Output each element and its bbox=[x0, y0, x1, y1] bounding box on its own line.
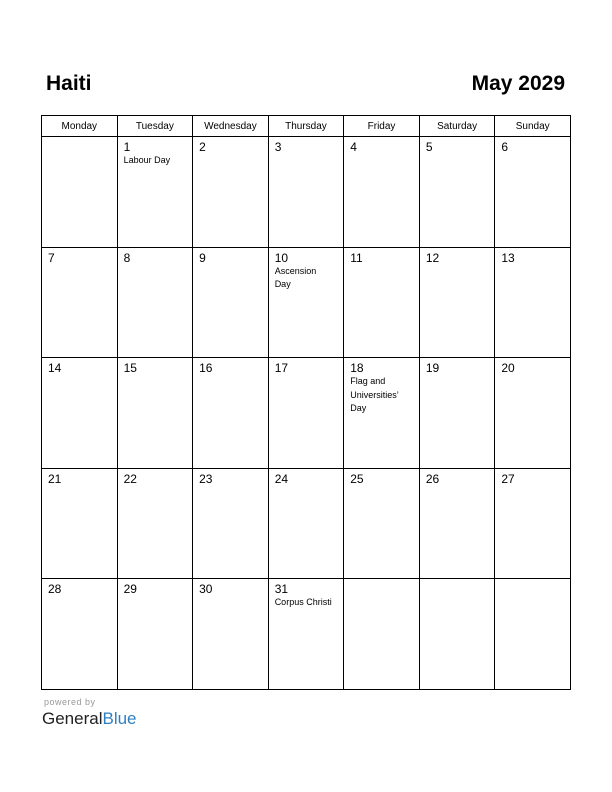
weekday-header: Thursday bbox=[268, 116, 344, 137]
holiday-label: Corpus Christi bbox=[274, 597, 332, 607]
day-cell bbox=[42, 468, 118, 579]
day-number: 8 bbox=[123, 250, 131, 265]
day-number: 30 bbox=[199, 582, 213, 596]
day-cell bbox=[117, 137, 193, 248]
day-cell bbox=[117, 358, 193, 469]
day-cell bbox=[419, 579, 495, 690]
day-cell bbox=[193, 579, 269, 690]
day-cell bbox=[344, 468, 420, 579]
day-cell bbox=[495, 358, 571, 469]
day-number: 9 bbox=[199, 250, 206, 265]
day-number: 15 bbox=[123, 361, 137, 375]
day-number: 11 bbox=[350, 250, 363, 265]
day-cell bbox=[42, 579, 118, 690]
day-cell bbox=[117, 247, 193, 358]
holiday-label: Ascension Day bbox=[274, 265, 317, 289]
day-cell bbox=[495, 579, 571, 690]
day-cell bbox=[268, 358, 344, 469]
day-number: 24 bbox=[274, 471, 289, 486]
day-number: 26 bbox=[425, 471, 440, 486]
day-number: 1 bbox=[123, 140, 131, 154]
day-cell bbox=[117, 468, 193, 579]
day-number: 27 bbox=[501, 471, 515, 486]
day-number: 31 bbox=[274, 582, 289, 596]
day-cell bbox=[42, 247, 118, 358]
month-year-title: May 2029 bbox=[471, 72, 565, 95]
day-cell bbox=[419, 137, 495, 248]
day-cell bbox=[419, 468, 495, 579]
country-title: Haiti bbox=[46, 72, 92, 95]
day-number: 12 bbox=[425, 250, 440, 265]
day-number: 14 bbox=[48, 361, 62, 375]
day-number: 21 bbox=[48, 471, 62, 486]
day-number: 2 bbox=[199, 140, 206, 154]
day-number: 13 bbox=[501, 250, 515, 265]
generalblue-logo[interactable] bbox=[42, 697, 137, 729]
weekday-header: Wednesday bbox=[193, 116, 269, 137]
day-number: 10 bbox=[274, 250, 289, 265]
day-cell bbox=[268, 579, 344, 690]
day-number bbox=[420, 579, 495, 582]
day-number: 16 bbox=[199, 361, 213, 375]
day-cell bbox=[193, 247, 269, 358]
day-cell bbox=[495, 468, 571, 579]
powered-by-label: powered by bbox=[44, 697, 96, 707]
holiday-label: Flag and Universities’ Day bbox=[350, 376, 399, 413]
day-cell bbox=[344, 358, 420, 469]
day-cell bbox=[42, 358, 118, 469]
day-number: 23 bbox=[199, 471, 213, 486]
weekday-header: Friday bbox=[344, 116, 420, 137]
day-cell bbox=[117, 579, 193, 690]
week-row bbox=[42, 247, 571, 358]
day-number bbox=[42, 137, 117, 140]
week-row bbox=[42, 137, 571, 248]
brand-name-general: General bbox=[42, 709, 103, 728]
week-row bbox=[42, 468, 571, 579]
day-cell bbox=[268, 137, 344, 248]
week-row bbox=[42, 358, 571, 469]
holiday-label: Labour Day bbox=[123, 155, 171, 165]
day-number: 17 bbox=[274, 361, 289, 375]
day-number: 18 bbox=[350, 361, 364, 375]
day-number: 7 bbox=[48, 250, 55, 265]
weekday-header: Sunday bbox=[495, 116, 571, 137]
day-cell bbox=[344, 579, 420, 690]
day-cell bbox=[495, 137, 571, 248]
day-cell bbox=[344, 247, 420, 358]
weekday-header: Saturday bbox=[419, 116, 495, 137]
weekday-header: Tuesday bbox=[117, 116, 193, 137]
week-row bbox=[42, 579, 571, 690]
day-cell bbox=[268, 247, 344, 358]
day-number: 22 bbox=[123, 471, 137, 486]
day-cell bbox=[344, 137, 420, 248]
day-cell bbox=[193, 137, 269, 248]
day-cell bbox=[419, 358, 495, 469]
day-number: 25 bbox=[350, 471, 364, 486]
day-number: 4 bbox=[350, 140, 357, 154]
day-cell bbox=[268, 468, 344, 579]
calendar-grid bbox=[41, 115, 571, 690]
day-cell bbox=[495, 247, 571, 358]
day-number: 20 bbox=[501, 361, 515, 375]
weekday-header: Monday bbox=[42, 116, 118, 137]
day-number: 29 bbox=[123, 582, 137, 596]
brand-name-blue: Blue bbox=[102, 709, 137, 728]
day-cell bbox=[42, 137, 118, 248]
day-number bbox=[344, 579, 419, 582]
day-number: 3 bbox=[274, 140, 282, 154]
brand-name bbox=[42, 709, 137, 729]
day-number bbox=[495, 579, 570, 582]
day-number: 28 bbox=[48, 582, 62, 596]
day-number: 19 bbox=[425, 361, 440, 375]
day-cell bbox=[193, 468, 269, 579]
day-cell bbox=[419, 247, 495, 358]
weekday-header-row bbox=[42, 116, 571, 137]
day-cell bbox=[193, 358, 269, 469]
day-number: 5 bbox=[425, 140, 433, 154]
day-number: 6 bbox=[501, 140, 509, 154]
